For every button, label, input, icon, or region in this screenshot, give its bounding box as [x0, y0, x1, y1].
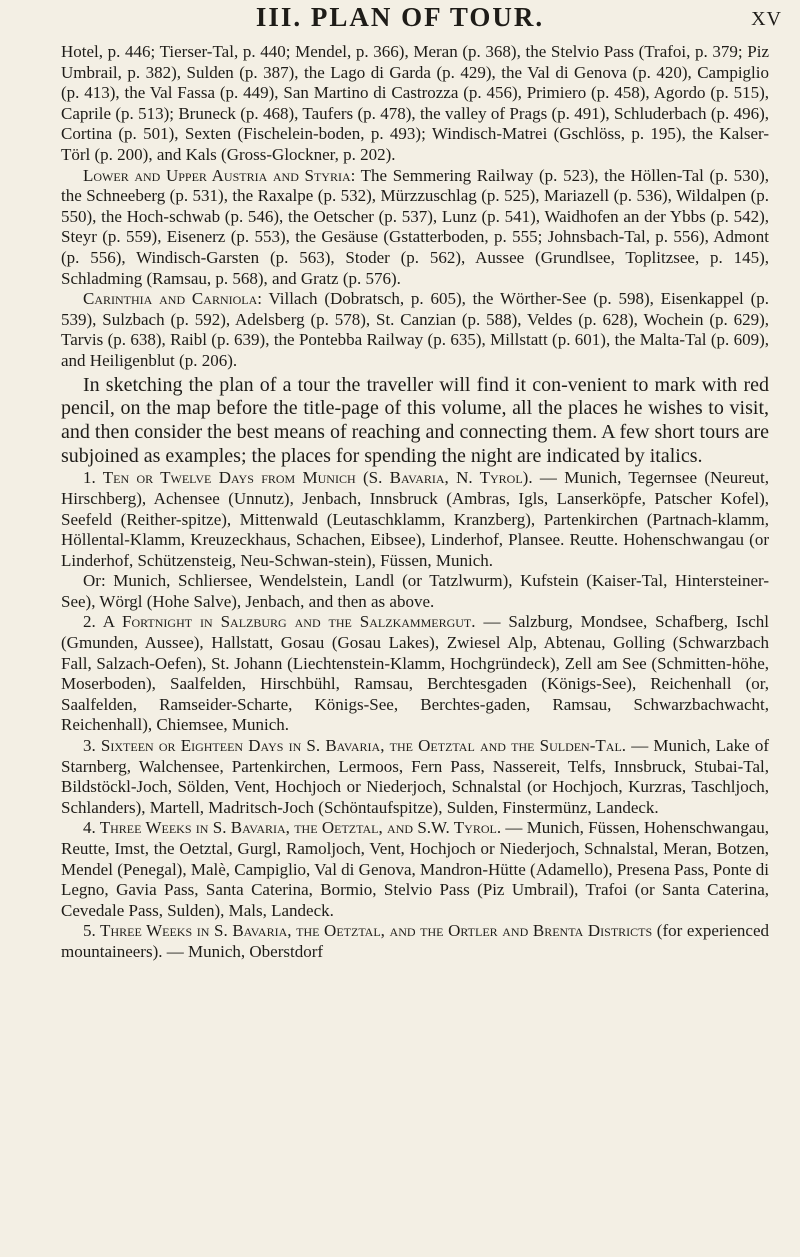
page-number: XV — [751, 8, 782, 30]
tour-1-alternative: Or: Munich, Schliersee, Wendelstein, Landl (or Tatzlwurm), Kufstein (Kaiser-Tal, Hintersteiner-See), Wörgl (Hohe Salve), Jenbach, and then as above. — [61, 571, 769, 611]
tour-heading: 2. A Fortnight in Salzburg and the Salzkammergut. — [83, 612, 476, 632]
tour-1 — [61, 468, 769, 571]
paragraph-tyrol-continued: Hotel, p. 446; Tierser-Tal, p. 440; Mendel, p. 366), Meran (p. 368), the Stelvio Pass (Trafoi, p. 379; Piz Umbrail, p. 382), Sulden (p. 387), the Lago di Garda (p. 429), the Val di Genova (p. 420), Campiglio (p. 413), the Val Fassa (p. 449), San Martino di Castrozza (p. 456), Primiero (p. 458), Agordo (p. 515), Caprile (p. 513); Bruneck (p. 468), Taufers (p. 478), the valley of Prags (p. 491), Schluderbach (p. 496), Cortina (p. 501), Sexten (Fischelein-boden, p. 493); Windisch-Matrei (Gschlöss, p. 195), the Kalser-Törl (p. 200), and Kals (Gross-Glockner, p. 202). — [61, 42, 769, 164]
tour-heading: 3. Sixteen or Eighteen Days in S. Bavaria, the Oetztal and the Sulden-Tal. — [83, 736, 627, 756]
section-body: The Semmering Railway (p. 523), the Höllen-Tal (p. 530), the Schneeberg (p. 531), the Raxalpe (p. 532), Mürzzuschlag (p. 525), Mariazell (p. 536), Wildalpen (p. 550), the Hoch-schwab (p. 546), the Oetscher (p. 537), Lunz (p. 541), Waidhofen an der Ybbs (p. 542), Steyr (p. 559), Eisenerz (p. 553), the Gesäuse (Gstatterboden, p. 555; Johnsbach-Tal, p. 556), Admont (p. 556), Windisch-Garsten (p. 563), Stoder (p. 562), Aussee (Grundlsee, Toplitzsee, p. 145), Schladming (Ramsau, p. 568), and Gratz (p. 576). — [61, 165, 769, 288]
body-text — [61, 42, 769, 963]
paragraph-austria-styria — [61, 166, 769, 290]
running-head — [0, 2, 800, 36]
tour-body: (for experienced mountaineers). — Munich, Oberstdorf — [61, 921, 769, 961]
tour-heading: 1. Ten or Twelve Days from Munich (S. Bavaria, N. Tyrol). — [83, 468, 533, 488]
tour-4 — [61, 818, 769, 921]
paragraph-planning-intro: In sketching the plan of a tour the traveller will find it con-venient to mark with red pencil, on the map before the title-page of this volume, all the places he wishes to visit, and then consider the best means of reaching and connecting them. A few short tours are subjoined as examples; the places for spending the night are indicated by italics. — [61, 373, 769, 467]
tour-body: — Salzburg, Mondsee, Schafberg, Ischl (Gmunden, Aussee), Hallstatt, Gosau (Gosau Lakes), Zwiesel Alp, Abtenau, Golling (Schwarzbach Fall, Salzach-Oefen), St. Johann (Liechtenstein-Klamm, Hochgründeck), Zell am See (Schmitten-höhe, Moserboden), Saalfelden, Hirschbühl, Ramsau, Berchtesgaden (Königs-See), Reichenhall (or, Saalfelden, Ramseider-Scharte, Königs-See, Berchtes-gaden, Ramsau, Schwarzbachwacht, Reichenhall), Chiemsee, Munich. — [61, 612, 770, 735]
tour-body: — Munich, Tegernsee (Neureut, Hirschberg), Achensee (Unnutz), Jenbach, Innsbruck (Ambras, Igls, Lanserköpfe, Patscher Kofel), Seefeld (Reither-spitze), Mittenwald (Leutaschklamm, Kranzberg), Partenkirchen (Partnach-klamm, Höllental-Klamm, Kreuzeckhaus, Schachen, Eibsee), Linderhof, Plansee. Reutte. Hohenschwangau (or Linderhof, Schützensteig, Neu-Schwan-stein), Füssen, Munich. — [61, 468, 769, 570]
tour-body: — Munich, Lake of Starnberg, Walchensee, Partenkirchen, Lermoos, Fern Pass, Nassereit, Telfs, Innsbruck, Stubai-Tal, Bildstöckl-Joch, Sölden, Vent, Hochjoch or Niederjoch, Schnalstal (or Hochjoch, Kurzras, Taschljoch, Schlanders), Martell, Madritsch-Joch (Schöntaufspitze), Sulden, Finstermünz, Landeck. — [61, 736, 769, 817]
paragraph-carinthia-carniola — [61, 289, 769, 371]
tour-heading: 5. Three Weeks in S. Bavaria, the Oetztal, and the Ortler and Brenta Districts — [83, 921, 653, 941]
section-heading: Lower and Upper Austria and Styria: — [83, 165, 356, 185]
tour-body: — Munich, Füssen, Hohenschwangau, Reutte, Imst, the Oetztal, Gurgl, Ramoljoch, Vent, Hochjoch or Niederjoch, Schnalstal, Meran, Botzen, Mendel (Penegal), Malè, Campiglio, Val di Genova, Mandron-Hütte (Adamello), Presena Pass, Ponte di Legno, Gavia Pass, Santa Caterina, Bormio, Stelvio Pass (Piz Umbrail), Trafoi (or Santa Caterina, Cevedale Pass, Sulden), Mals, Landeck. — [61, 818, 770, 920]
tour-5 — [61, 921, 769, 962]
tour-3 — [61, 736, 769, 818]
section-body: Villach (Dobratsch, p. 605), the Wörther-See (p. 598), Eisenkappel (p. 539), Sulzbach (p. 592), Adelsberg (p. 578), St. Canzian (p. 588), Veldes (p. 628), Wochein (p. 629), Tarvis (p. 638), Raibl (p. 639), the Pontebba Railway (p. 635), Millstatt (p. 601), the Malta-Tal (p. 609), and Heiligenblut (p. 206). — [61, 289, 769, 370]
section-heading: Carinthia and Carniola: — [83, 289, 262, 309]
tour-2 — [61, 612, 769, 736]
tour-heading: 4. Three Weeks in S. Bavaria, the Oetztal, and S.W. Tyrol. — [83, 818, 502, 838]
chapter-title: III. PLAN OF TOUR. — [255, 2, 545, 32]
